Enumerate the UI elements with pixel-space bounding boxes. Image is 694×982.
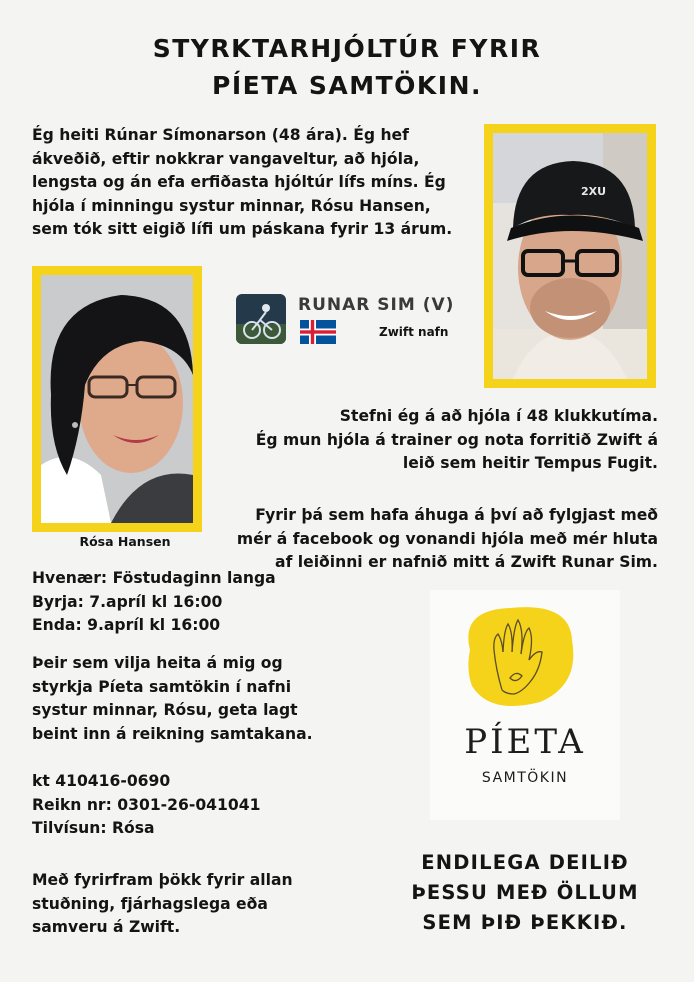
rosa-portrait-image <box>41 275 193 523</box>
plan-line: leið sem heitir Tempus Fugit. <box>402 454 658 472</box>
intro-line: sem tók sitt eigið lífi um páskana fyrir 13 árum. <box>32 220 453 238</box>
page-title <box>0 30 694 104</box>
follow-line: mér á facebook og vonandi hjóla með mér hluta <box>236 529 658 548</box>
title-line-1: STYRKTARHJÓLTÚR FYRIR <box>152 34 542 63</box>
share-line: SEM ÞIÐ ÞEKKIÐ. <box>422 911 628 934</box>
donate-line: beint inn á reikning samtakana. <box>32 724 313 743</box>
donate-line: systur minnar, Rósu, geta lagt <box>32 701 298 719</box>
zwift-username: RUNAR SIM (V) <box>298 295 455 315</box>
kennitala: kt 410416-0690 <box>32 772 171 790</box>
rosa-photo <box>32 266 202 532</box>
bank-details <box>32 770 352 841</box>
reference: Tilvísun: Rósa <box>32 819 155 837</box>
iceland-flag-icon <box>300 320 336 344</box>
intro-line: ákveðið, eftir nokkrar vangaveltur, að hjóla, <box>32 149 420 168</box>
end-line: Enda: 9.apríl kl 16:00 <box>32 616 221 634</box>
share-line: ÞESSU MEÐ ÖLLUM <box>411 881 639 904</box>
zwift-name-label: Zwift nafn <box>379 325 449 339</box>
when-block <box>32 567 352 638</box>
zwift-avatar <box>236 294 286 344</box>
intro-line: hjóla í minningu systur minnar, Rósu Hansen, <box>32 196 431 215</box>
thanks-line: Með fyrirfram þökk fyrir allan <box>32 871 293 889</box>
pieta-logo-sub: SAMTÖKIN <box>481 770 569 786</box>
donate-line: Þeir sem vilja heita á mig og <box>32 654 283 672</box>
intro-paragraph <box>32 124 462 242</box>
plan-paragraph <box>218 405 658 476</box>
thanks-line: stuðning, fjárhagslega eða <box>32 894 268 913</box>
follow-line: Fyrir þá sem hafa áhuga á því að fylgjast með <box>255 506 658 524</box>
title-line-2: PÍETA SAMTÖKIN. <box>212 71 482 100</box>
account-number: Reikn nr: 0301-26-041041 <box>32 795 261 814</box>
intro-line: Ég heiti Rúnar Símonarson (48 ára). Ég hef <box>32 126 409 144</box>
hand-logo-icon <box>430 590 620 720</box>
when-line: Hvenær: Föstudaginn langa <box>32 569 276 587</box>
donate-paragraph <box>32 652 352 746</box>
follow-line: af leiðinni er nafnið mitt á Zwift Runar Sim. <box>275 553 658 571</box>
follow-paragraph <box>218 504 658 575</box>
start-line: Byrja: 7.apríl kl 16:00 <box>32 592 223 611</box>
thanks-line: samveru á Zwift. <box>32 918 181 936</box>
plan-line: Stefni ég á að hjóla í 48 klukkutíma. <box>339 407 658 425</box>
svg-text:2XU: 2XU <box>581 185 607 198</box>
cyclist-avatar-icon <box>236 294 286 344</box>
runar-photo <box>484 124 656 388</box>
donate-line: styrkja Píeta samtökin í nafni <box>32 677 292 696</box>
pieta-logo <box>430 590 620 820</box>
rosa-caption: Rósa Hansen <box>79 534 171 549</box>
thanks-paragraph <box>32 869 352 940</box>
plan-line: Ég mun hjóla á trainer og nota forritið Zwift á <box>255 430 658 449</box>
share-line: ENDILEGA DEILIÐ <box>421 851 629 874</box>
pieta-logo-name: PÍETA <box>464 722 586 762</box>
runar-portrait-image <box>493 133 647 379</box>
share-call-to-action <box>395 848 655 938</box>
intro-line: lengsta og án efa erfiðasta hjóltúr lífs míns. Ég <box>32 173 446 191</box>
